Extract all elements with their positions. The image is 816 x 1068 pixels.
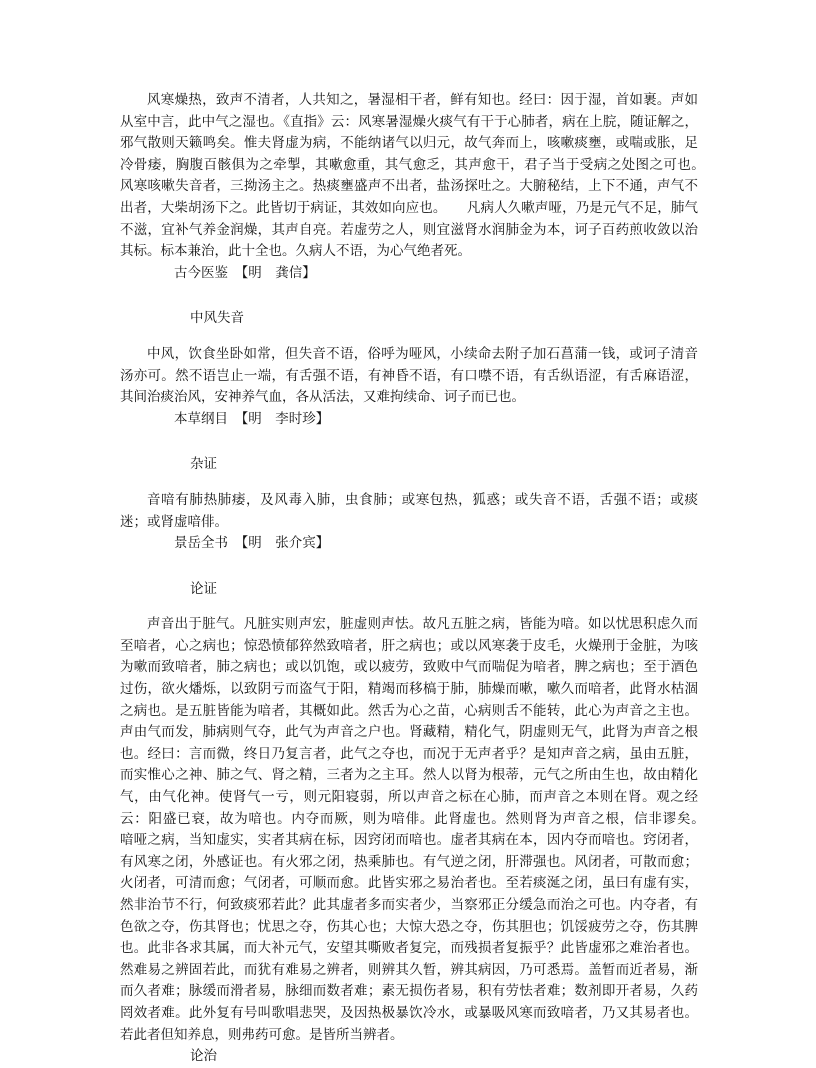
paragraph-gujin-yijian: 风寒燥热，致声不清者，人共知之，暑湿相干者，鲜有知也。经曰：因于湿，首如裹。声如从室中言，此中气之湿也。《直指》云：风寒暑湿燥火痰气有干于心肺者，病在上脘，随证解之，邪气散则天籁鸣矣。惟夫肾虚为病，不能纳诸气以归元，故气奔而上，咳嗽痰壅，或喘或胀，足冷骨痿，胸腹百骸俱为之牵掣，其嗽愈重，其气愈乏，其声愈干，君子当于受病之处图之可也。 风寒咳嗽失音者，三拗汤主之。热痰壅盛声不出者，盐汤探吐之。大腑秘结，上下不通，声气不出者，大柴胡汤下之。此皆切于病证，其效如向应也。 凡病人久嗽声哑，乃是元气不足，肺气不滋，宜补气养金润燥，其声自亮。若虚劳之人，则宜滋肾水润肺金为本，诃子百药煎收敛以治其标。标本兼治，此十全也。久病人不语，为心气绝者死。 — [120, 92, 725, 260]
spacer — [120, 476, 698, 490]
heading-lunzheng: 论证 — [190, 580, 217, 597]
spacer — [120, 600, 698, 614]
spacer — [120, 430, 698, 454]
source-jingyue-quanshu: 景岳全书 【明 张介宾】 — [174, 535, 330, 552]
heading-lunzhi: 论治 — [190, 1048, 217, 1065]
source-bencao-gangmu: 本草纲目 【明 李时珍】 — [174, 410, 330, 427]
paragraph-zazheng: 音喑有肺热肺痿，及风毒入肺，虫食肺；或寒包热，狐惑；或失音不语，舌强不语；或痰迷；或肾虚喑俳。 — [120, 491, 698, 530]
source-gujin-yijian: 古今医鉴 【明 龚信】 — [174, 264, 316, 281]
paragraph-lunzheng: 声音出于脏气。凡脏实则声宏，脏虚则声怯。故凡五脏之病，皆能为喑。如以忧思积虑久而至喑者，心之病也；惊恐愤郁猝然致喑者，肝之病也；或以风寒袭于皮毛，火燥刑于金脏，为咳为嗽而致喑者，肺之病也；或以饥饱，或以疲劳，致败中气而喘促为喑者，脾之病也；至于酒色过伤，欲火燔烁，以致阴亏而盗气于阳，精竭而移槁于肺，肺燥而嗽，嗽久而喑者，此肾水枯涸之病也。是五脏皆能为喑者，其概如此。然舌为心之苗，心病则舌不能转，此心为声音之主也。声由气而发，肺病则气夺，此气为声音之户也。肾藏精，精化气，阴虚则无气，此肾为声音之根也。经曰：言而微，终日乃复言者，此气之夺也，而况于无声者乎？是知声音之病，虽由五脏，而实惟心之神、肺之气、肾之精，三者为之主耳。然人以肾为根蒂，元气之所由生也，故由精化气，由气化神。使肾气一亏，则元阳寝弱，所以声音之标在心肺，而声音之本则在肾。观之经云：阳盛已衰，故为喑也。内夺而厥，则为喑俳。此肾虚也。然则肾为声音之根，信非谬矣。 喑哑之病，当知虚实，实者其病在标，因窍闭而喑也。虚者其病在本，因内夺而喑也。窍闭者，有风寒之闭，外感证也。有火邪之闭，热乘肺也。有气逆之闭，肝滞强也。风闭者，可散而愈；火闭者，可清而愈；气闭者，可顺而愈。此皆实邪之易治者也。至若痰涎之闭，虽曰有虚有实，然非治节不行，何致痰邪若此？此其虚者多而实者少，当察邪正分缓急而治之可也。内夺者，有色欲之夺，伤其肾也；忧思之夺，伤其心也；大惊大恐之夺，伤其胆也；饥馁疲劳之夺，伤其脾也。此非各求其属，而大补元气，安望其嘶败者复完，而残损者复振乎？此皆虚邪之难治者也。然难易之辨固若此，而犹有难易之辨者，则辨其久暂，辨其病因，乃可悉焉。盖暂而近者易，渐而久者难；脉缓而滑者易，脉细而数者难；素无损伤者易，积有劳怯者难；数剂即开者易，久药罔效者难。此外复有号叫歌唱悲哭，及因热极暴饮冷水，或暴吸风寒而致喑者，乃又其易者也。若此者但知养息，则弗药可愈。是皆所当辨者。 — [120, 616, 725, 1043]
heading-zazheng: 杂证 — [190, 456, 217, 473]
spacer — [120, 555, 698, 579]
paragraph-zhongfeng-shiyin: 中风，饮食坐卧如常，但失音不语，俗呼为哑风，小续命去附子加石菖蒲一钱，或诃子清音汤亦可。然不语岂止一端，有舌强不语，有神昏不语，有口噤不语，有舌纵语涩，有舌麻语涩，其间治痰治风，安神养气血，各从活法，又难拘续命、诃子而已也。 — [120, 345, 698, 406]
spacer — [120, 284, 698, 308]
spacer — [120, 330, 698, 344]
heading-zhongfeng-shiyin: 中风失音 — [190, 310, 244, 327]
document-page — [120, 90, 725, 1068]
